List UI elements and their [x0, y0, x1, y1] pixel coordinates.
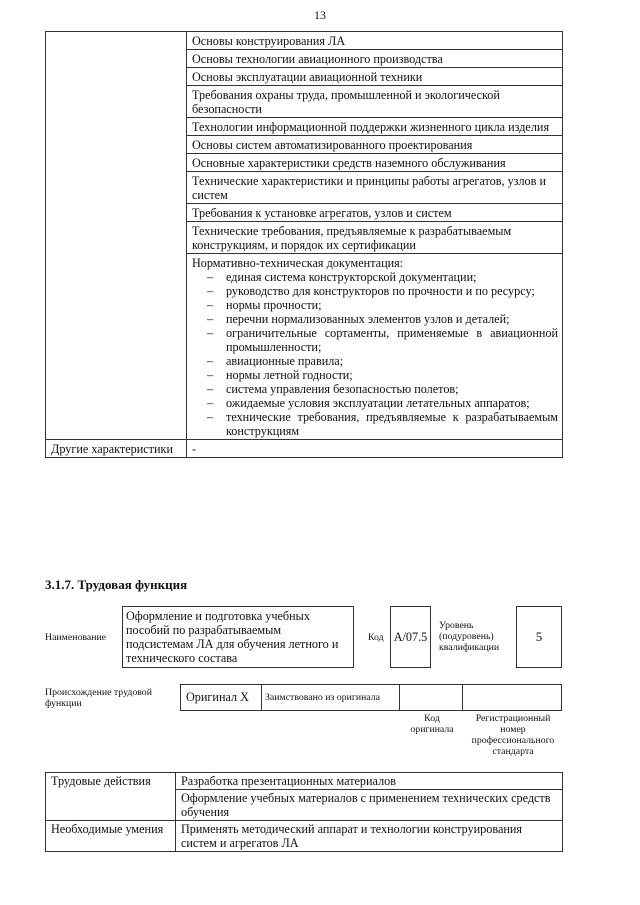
reg-number-label: Регистрационный номер профессионального стандарта — [471, 713, 555, 757]
list-item: – ожидаемые условия эксплуатации летательных аппаратов; — [207, 396, 530, 410]
function-name-box — [122, 606, 354, 668]
normative-docs-list — [192, 270, 558, 438]
action-row: Разработка презентационных материалов — [176, 773, 563, 790]
normative-docs-cell — [187, 254, 563, 440]
other-characteristics-value: - — [187, 440, 563, 458]
code-box — [390, 606, 431, 668]
knowledge-row: Требования к установке агрегатов, узлов и систем — [187, 204, 563, 222]
knowledge-row: Основы технологии авиационного производства — [187, 50, 563, 68]
original-mark: Оригинал X — [186, 690, 249, 704]
knowledge-left-cell — [46, 32, 187, 440]
actions-label: Трудовые действия — [46, 773, 176, 821]
list-item: – ограничительные сортаменты, применяемые в авиационной промышленности; — [207, 326, 558, 354]
level-value: 5 — [535, 629, 543, 644]
list-item: – перечни нормализованных элементов узлов и деталей; — [207, 312, 510, 326]
normative-docs-title: Нормативно-техническая документация: — [192, 256, 404, 270]
list-item: – нормы летной годности; — [207, 368, 353, 382]
list-item: – система управления безопасностью полетов; — [207, 382, 459, 396]
code-label: Код — [368, 632, 384, 643]
knowledge-row: Требования охраны труда, промышленной и экологической безопасности — [187, 86, 563, 118]
list-item: – технические требования, предъявляемые к разрабатываемым конструкциям — [207, 410, 558, 438]
list-item: – авиационные правила; — [207, 354, 344, 368]
list-item: – руководство для конструкторов по прочности и по ресурсу; — [207, 284, 535, 298]
knowledge-row: Технические характеристики и принципы работы агрегатов, узлов и систем — [187, 172, 563, 204]
action-row: Оформление учебных материалов с применением технических средств обучения — [176, 790, 563, 821]
name-label: Наименование — [45, 632, 107, 643]
origin-divider — [261, 684, 262, 711]
knowledge-row: Основы конструирования ЛА — [187, 32, 563, 50]
origin-divider — [399, 684, 400, 711]
origin-label: Происхождение трудовой функции — [45, 687, 152, 709]
list-item: – нормы прочности; — [207, 298, 322, 312]
list-item: – единая система конструкторской документации; — [207, 270, 477, 284]
origin-divider — [462, 684, 463, 711]
actions-table — [45, 772, 563, 852]
knowledge-row: Технологии информационной поддержки жизненного цикла изделия — [187, 118, 563, 136]
code-original-label: Код оригинала — [410, 713, 454, 735]
level-box — [516, 606, 562, 668]
section-title: 3.1.7. Трудовая функция — [45, 577, 188, 592]
other-characteristics-label: Другие характеристики — [46, 440, 187, 458]
page-number: 13 — [314, 8, 326, 22]
skill-row: Применять методический аппарат и технологии конструирования систем и агрегатов ЛА — [176, 821, 563, 852]
function-name-value: Оформление и подготовка учебных пособий по разрабатываемым подсистемам ЛА для обучения летного и технического состава — [126, 609, 339, 665]
knowledge-row: Технические требования, предъявляемые к разрабатываемым конструкциям, и порядок их сертификации — [187, 222, 563, 254]
borrowed-label: Заимствовано из оригинала — [265, 692, 380, 703]
level-label: Уровень (подуровень) квалификации — [439, 620, 500, 653]
knowledge-row: Основные характеристики средств наземного обслуживания — [187, 154, 563, 172]
knowledge-table — [45, 31, 563, 458]
knowledge-row: Основы систем автоматизированного проектирования — [187, 136, 563, 154]
knowledge-row: Основы эксплуатации авиационной техники — [187, 68, 563, 86]
code-value: А/07.5 — [393, 629, 428, 644]
skills-label: Необходимые умения — [46, 821, 176, 852]
